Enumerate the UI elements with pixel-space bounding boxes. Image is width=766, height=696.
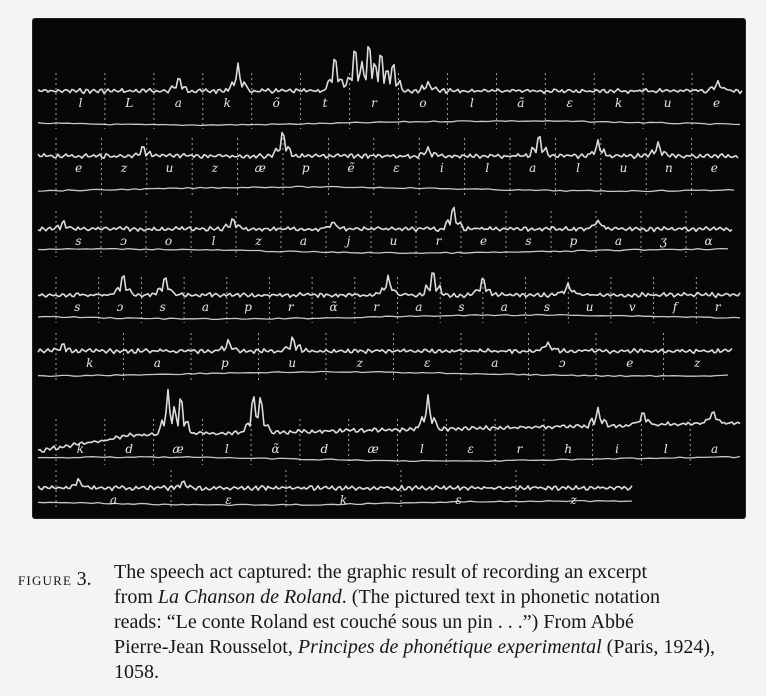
phonetic-glyph: ɛ [393,161,400,175]
phonetic-glyph: ɑ [704,234,713,248]
speech-wave-row [38,479,632,491]
phonetic-glyph: f [672,300,678,314]
caption-title: La Chanson de Roland [157,586,342,608]
phonetic-glyph: e [479,234,488,248]
phonetic-glyph: ɛ [467,442,474,456]
phonetic-glyph: z [255,234,262,248]
caption-line [114,635,754,660]
phonetic-glyph: j [346,234,351,248]
caption-segment: from [114,586,158,608]
phonetic-glyph: a [529,161,537,175]
phonetic-glyph: a [174,96,182,110]
phonetic-glyph: r [371,96,377,110]
phonetic-glyph: s [75,234,82,248]
caption-segment: The speech act captured: the graphic result of recording an excerpt [114,561,648,583]
figure-label-number: 3. [76,568,92,590]
phonetic-glyph: e [75,161,83,175]
reference-line-row [38,372,728,377]
phonetic-glyph: u [165,161,174,175]
phonetic-glyph: u [389,234,398,248]
phonetic-glyph: k [76,442,85,456]
caption-line [114,660,754,685]
speech-wave-row [38,47,742,94]
speech-trace-figure [33,19,745,518]
phonetic-glyph: ʒ [660,234,667,248]
phonetic-glyph: ã [517,96,525,110]
phonetic-glyph: æ [254,161,266,175]
phonetic-glyph: t [322,96,328,110]
speech-wave-row [38,208,732,232]
phonetic-glyph: i [615,442,619,456]
phonetic-glyph: u [288,356,297,370]
phonetic-glyph: v [628,300,636,314]
phonetic-glyph: õ [272,96,280,110]
phonetic-glyph: k [615,96,623,110]
phonetic-glyph: a [500,300,508,314]
phonetic-glyph: p [244,300,252,314]
speech-wave-row [38,390,740,452]
phonetic-glyph: l [485,161,490,175]
phonetic-glyph: l [576,161,581,175]
phonetic-glyph: l [469,96,474,110]
phonetic-glyph: a [299,234,308,248]
phonetic-glyph: z [211,161,219,175]
phonetic-glyph: ɑ̃ [329,300,338,314]
reference-line-row [38,501,632,506]
phonetic-glyph: p [301,161,310,175]
figure-label-word: FIGURE [18,573,73,588]
phonetic-glyph: u [663,96,672,110]
phonetic-glyph: l [78,96,83,110]
phonetic-glyph: d [125,442,134,456]
phonetic-glyph: z [120,161,128,175]
phonetic-glyph: l [211,234,216,248]
caption-line [114,560,754,585]
phonetic-glyph: r [714,300,721,314]
speech-wave-row [38,273,740,297]
phonetic-glyph: r [516,442,523,456]
caption-line [114,585,754,610]
phonetic-glyph: h [564,442,573,456]
phonetic-glyph: e [626,356,634,370]
phonetic-glyph: u [585,300,594,314]
phonetic-glyph: z [694,356,701,370]
phonetic-glyph: a [201,300,209,314]
reference-line-row [38,249,728,254]
phonetic-glyph: k [339,493,348,507]
phonetic-glyph: r [287,300,294,314]
phonetic-glyph: a [415,300,423,314]
caption-segment: (Paris, 1924), [601,636,715,658]
figure-label [18,567,113,593]
phonetic-glyph: ɛ [566,96,573,110]
caption-segment: . (The pictured text in phonetic notation [341,586,661,608]
speech-wave-row [38,337,732,353]
speech-wave-row [38,133,738,159]
reference-line-row [38,457,740,462]
phonetic-glyph: e [712,96,721,110]
phonetic-glyph: ɔ [116,300,124,314]
phonetic-glyph: a [711,442,719,456]
phonetic-glyph: r [435,234,442,248]
caption-segment: Pierre-Jean Rousselot, [114,636,298,658]
phonetic-glyph: n [665,161,673,175]
phonetic-glyph: p [569,234,578,248]
phonetic-glyph: s [74,300,81,314]
phonetic-glyph: ɛ [424,356,431,370]
reference-line-row [38,186,734,191]
phonetic-glyph: l [224,442,229,456]
caption-text [114,560,754,685]
caption-title: Principes de phonétique experimental [297,636,602,658]
phonetic-glyph: p [220,356,229,370]
phonetic-glyph: ɔ [558,356,566,370]
caption-line [114,610,754,635]
phonetic-glyph: z [570,493,577,507]
phonetic-glyph: a [491,356,499,370]
phonetic-glyph: s [159,300,166,314]
phonetic-glyph: r [373,300,380,314]
phonetic-glyph: s [458,300,465,314]
caption-segment: reads: “Le conte Roland est couché sous un pin . . .”) From Abbé [114,611,634,633]
phonetic-glyph: u [619,161,628,175]
phonetic-glyph: e [710,161,718,175]
phonetic-glyph: ɛ [455,493,462,507]
phonetic-glyph: L [125,96,134,110]
caption-segment: 1058. [114,661,159,683]
phonetic-glyph: o [164,234,173,248]
phonetic-glyph: l [419,442,424,456]
phonetic-glyph: o [419,96,427,110]
phonetic-glyph: a [614,234,623,248]
reference-line-row [38,121,740,126]
phonetic-glyph: ɔ [120,234,127,248]
phonetic-glyph: d [320,442,329,456]
phonetic-glyph: k [223,96,231,110]
phonetic-glyph: s [543,300,550,314]
phonetic-glyph: s [525,234,532,248]
phonetic-glyph: ẽ [347,161,355,175]
phonetic-glyph: ɑ̃ [271,442,280,456]
phonetic-glyph: æ [172,442,184,456]
phonetic-glyph: æ [367,442,379,456]
phonetic-glyph: ɛ [225,493,232,507]
reference-line-row [38,315,740,320]
phonetic-glyph: k [86,356,94,370]
phonetic-glyph: a [153,356,161,370]
phonetic-glyph: l [663,442,668,456]
phonetic-glyph: a [109,493,118,507]
phonetic-glyph: i [439,161,444,175]
phonetic-glyph: z [356,356,363,370]
kymograph-plate [33,19,745,518]
